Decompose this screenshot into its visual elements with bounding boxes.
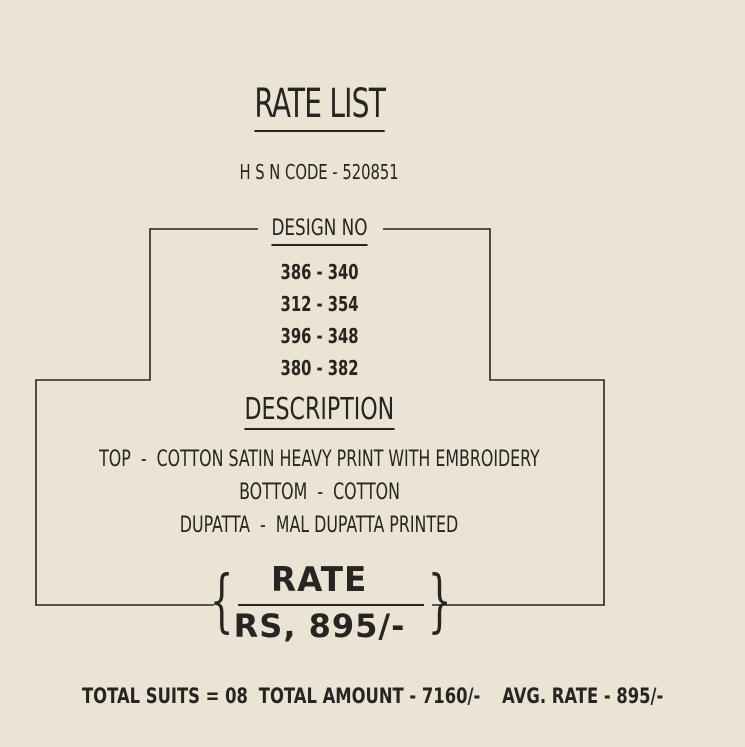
description-list [0,443,639,542]
right-brace-icon: } [427,562,452,641]
description-line-bottom [0,476,639,509]
description-line-text: TOP - COTTON SATIN HEAVY PRINT WITH EMBROIDERY [99,447,540,472]
design-heading-text: DESIGN NO [271,215,367,246]
design-number-row [0,352,639,384]
hsn-code [0,160,639,184]
totals-bar [0,684,664,708]
description-heading-text: DESCRIPTION [245,393,395,430]
design-number-list [0,256,639,384]
total-suits: TOTAL SUITS = 08 [81,684,248,708]
design-number: 396 - 348 [280,324,359,348]
design-number: 386 - 340 [280,260,359,284]
rate-label-text: RATE [271,560,368,600]
design-heading [0,215,639,246]
page-title-text: RATE LIST [254,80,385,132]
design-number: 312 - 354 [280,292,359,316]
description-line-top [0,443,639,476]
total-amount: TOTAL AMOUNT - 7160/- [258,684,481,708]
left-brace-icon: { [209,562,234,641]
totals-inner [82,684,663,708]
hsn-code-text: H S N CODE - 520851 [239,160,400,184]
design-number-row [0,256,639,288]
description-line-dupatta [0,509,639,542]
description-line-text: DUPATTA - MAL DUPATTA PRINTED [180,513,459,538]
design-number: 380 - 382 [280,356,359,380]
page-title [0,80,639,132]
rate-value-text: RS, 895/- [233,607,406,645]
rate-label [0,560,639,600]
design-number-row [0,288,639,320]
rate-value [0,606,639,646]
design-number-row [0,320,639,352]
description-heading [0,393,639,430]
description-line-text: BOTTOM - COTTON [239,480,400,505]
average-rate: AVG. RATE - 895/- [502,684,664,708]
